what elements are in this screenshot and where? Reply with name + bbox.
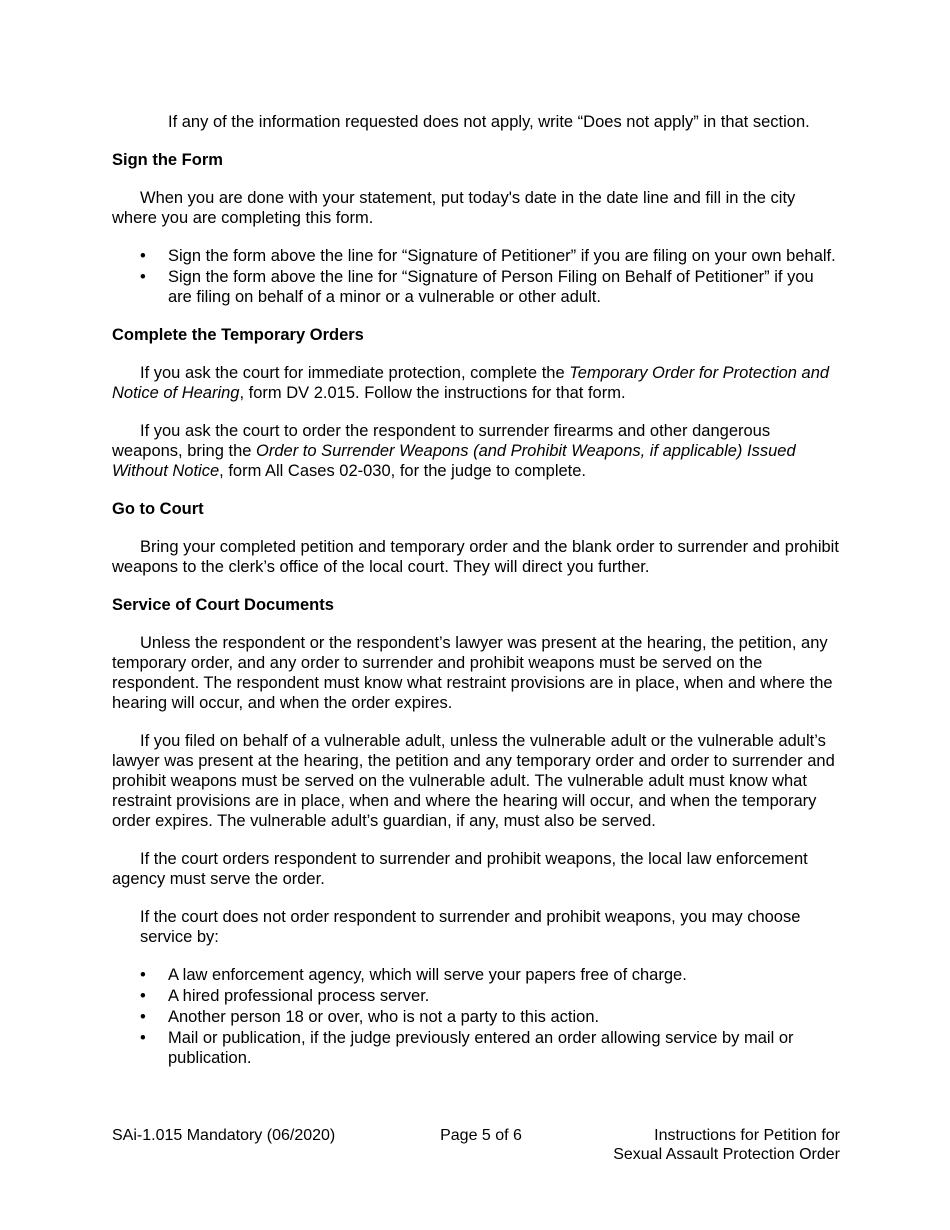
list-item-text: Another person 18 or over, who is not a party to this action.	[168, 1008, 600, 1026]
list-item-text: A hired professional process server.	[168, 987, 430, 1005]
list-item	[112, 267, 840, 307]
bullet-icon: •	[140, 268, 146, 286]
service-paragraph-choose: If the court does not order respondent to surrender and prohibit weapons, you may choose service by:	[140, 908, 801, 946]
footer-title-line: Sexual Assault Protection Order	[613, 1146, 840, 1163]
list-item-text: Sign the form above the line for “Signature of Petitioner” if you are filing on your own behalf.	[168, 247, 836, 265]
page-content	[112, 112, 840, 1086]
go-to-court-paragraph: Bring your completed petition and temporary order and the blank order to surrender and prohibit weapons to the clerk’s office of the local court. They will direct you further.	[112, 538, 839, 576]
list-item	[112, 986, 840, 1006]
does-not-apply-note: If any of the information requested does not apply, write “Does not apply” in that section.	[168, 113, 810, 131]
section-sign-form	[112, 150, 840, 307]
text-run: If you ask the court for immediate protection, complete the	[140, 364, 570, 382]
section-heading-go-to-court: Go to Court	[112, 500, 204, 518]
form-title-temporary-order: Temporary Order for Protection and Notice of Hearing	[112, 364, 830, 402]
temporary-order-paragraph	[112, 363, 840, 403]
section-temporary-orders	[112, 325, 840, 481]
service-paragraph-law-enforcement: If the court orders respondent to surrender and prohibit weapons, the local law enforcement agency must serve the order.	[112, 850, 808, 888]
section-heading-service: Service of Court Documents	[112, 596, 334, 614]
bullet-icon: •	[140, 987, 146, 1005]
list-item-text: Sign the form above the line for “Signature of Person Filing on Behalf of Petitioner” if you are filing on behalf of a minor or a vulnerable or other adult.	[168, 268, 814, 306]
text-run: , form DV 2.015. Follow the instructions for that form.	[239, 384, 626, 402]
footer-page-number: Page 5 of 6	[440, 1127, 522, 1144]
section-go-to-court	[112, 499, 840, 577]
section-service	[112, 595, 840, 1068]
footer-title-line: Instructions for Petition for	[654, 1127, 840, 1144]
surrender-weapons-paragraph	[112, 421, 840, 481]
footer-form-title	[581, 1126, 840, 1164]
bullet-icon: •	[140, 966, 146, 984]
text-run: If you ask the court to order the respondent to surrender firearms and other dangerous weapons, bring the	[112, 422, 771, 460]
service-paragraph-respondent: Unless the respondent or the respondent’s lawyer was present at the hearing, the petition, any temporary order, and any order to surrender and prohibit weapons must be served on the respondent. The respondent must know what restraint provisions are in place, when and where the hearing will occur, and when the order expires.	[112, 634, 833, 712]
sign-bullet-list	[112, 246, 840, 307]
service-paragraph-vulnerable-adult: If you filed on behalf of a vulnerable adult, unless the vulnerable adult or the vulnerable adult’s lawyer was present at the hearing, the petition and any temporary order and order to surrender and prohibit weapons must be served on the vulnerable adult. The vulnerable adult must know what restraint provisions are in place, when and where the hearing will occur, and when the temporary order expires. The vulnerable adult’s guardian, if any, must also be served.	[112, 732, 835, 830]
form-title-surrender-weapons: Order to Surrender Weapons (and Prohibit Weapons, if applicable) Issued Without Notice	[112, 442, 796, 480]
text-run: , form All Cases 02-030, for the judge to complete.	[219, 462, 587, 480]
list-item	[112, 246, 840, 266]
list-item	[112, 1028, 840, 1068]
list-item	[112, 1007, 840, 1027]
bullet-icon: •	[140, 247, 146, 265]
list-item-text: Mail or publication, if the judge previously entered an order allowing service by mail or publication.	[168, 1029, 794, 1067]
bullet-icon: •	[140, 1008, 146, 1026]
bullet-icon: •	[140, 1029, 146, 1047]
list-item-text: A law enforcement agency, which will serve your papers free of charge.	[168, 966, 687, 984]
footer-form-id: SAi-1.015 Mandatory (06/2020)	[112, 1127, 336, 1144]
section-heading-sign-form: Sign the Form	[112, 151, 223, 169]
section-heading-temporary-orders: Complete the Temporary Orders	[112, 326, 364, 344]
list-item	[112, 965, 840, 985]
page-footer	[112, 1126, 840, 1164]
service-bullet-list	[112, 965, 840, 1068]
sign-paragraph: When you are done with your statement, put today's date in the date line and fill in the city where you are completing this form.	[112, 189, 796, 227]
